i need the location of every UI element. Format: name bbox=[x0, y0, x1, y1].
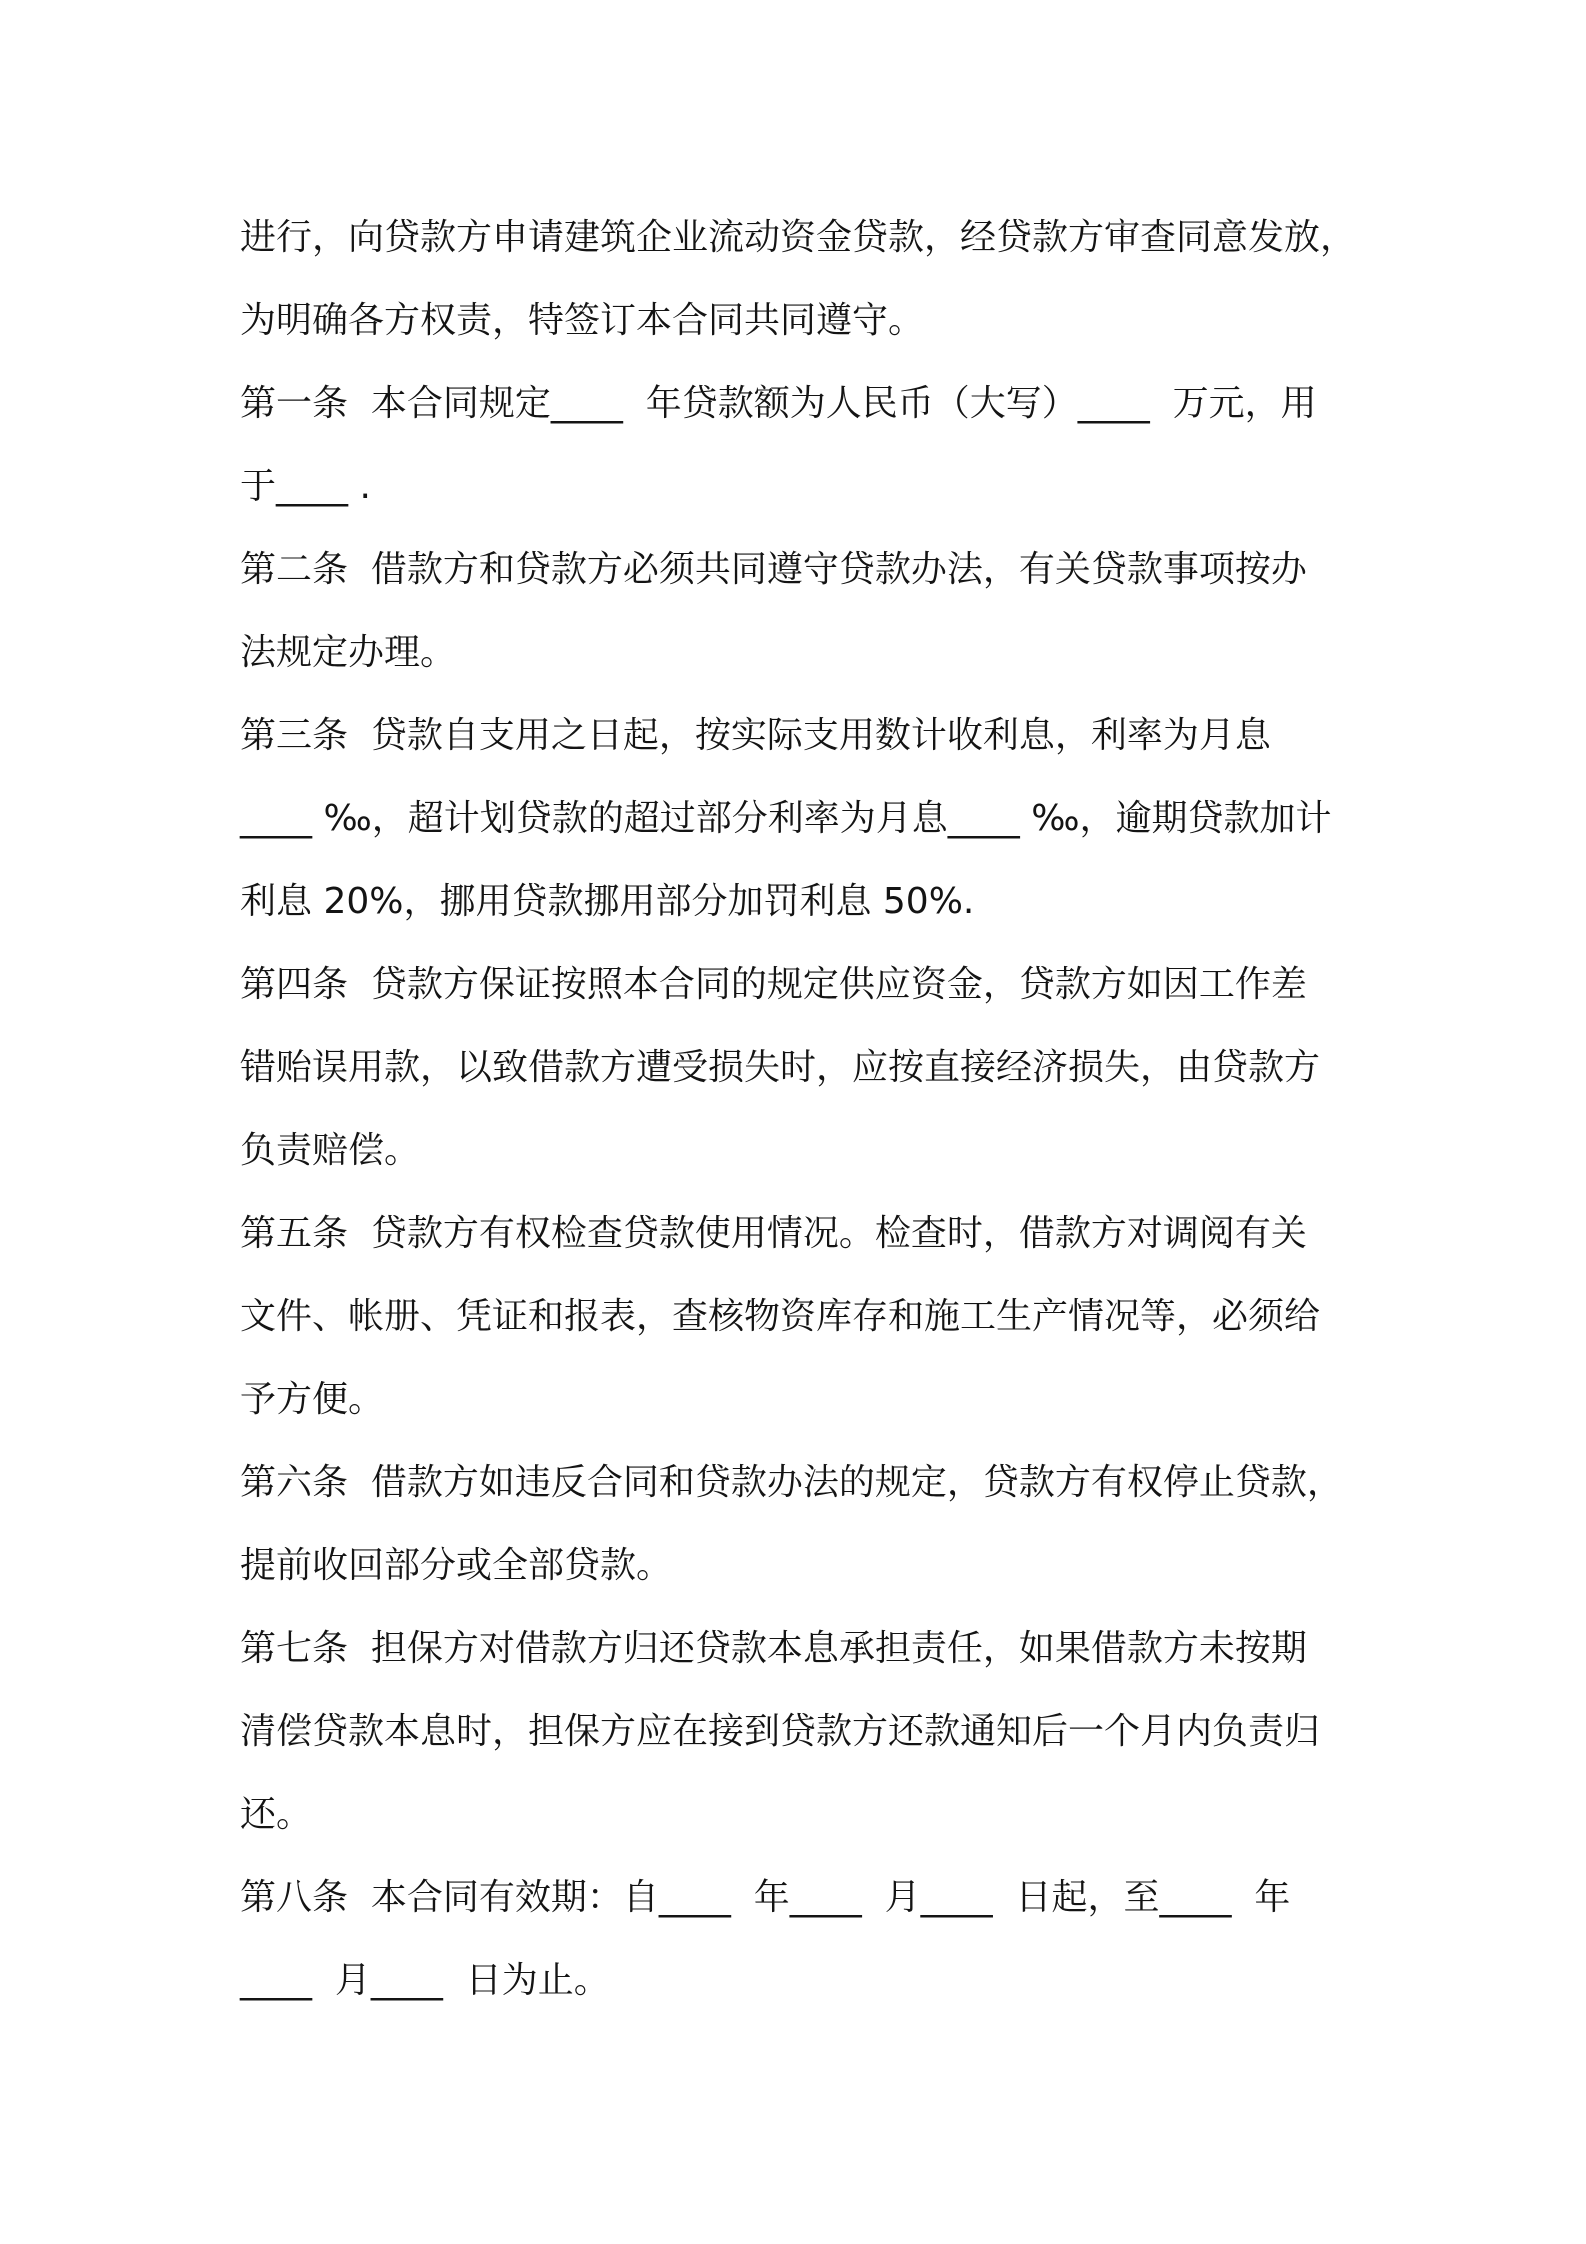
article-3-line-3: 利息 20%，挪用贷款挪用部分加罚利息 50%. bbox=[240, 881, 975, 922]
article-8-line-1: 第八条 本合同有效期：自____ 年____ 月____ 日起，至____ 年 bbox=[240, 1877, 1291, 1918]
article-4-line-2: 错贻误用款，以致借款方遭受损失时，应按直接经济损失，由贷款方 bbox=[240, 1047, 1321, 1088]
article-4-line-3: 负责赔偿。 bbox=[240, 1130, 421, 1171]
article-5-line-2: 文件、帐册、凭证和报表，查核物资库存和施工生产情况等，必须给 bbox=[240, 1296, 1321, 1337]
article-6-line-2: 提前收回部分或全部贷款。 bbox=[240, 1545, 673, 1586]
article-7-line-2: 清偿贷款本息时，担保方应在接到贷款方还款通知后一个月内负责归 bbox=[240, 1711, 1321, 1752]
article-7-line-1: 第七条 担保方对借款方归还贷款本息承担责任，如果借款方未按期 bbox=[240, 1628, 1307, 1669]
article-1-line-1: 第一条 本合同规定____ 年贷款额为人民币（大写）____ 万元，用 bbox=[240, 383, 1317, 424]
text-line-2: 为明确各方权责，特签订本合同共同遵守。 bbox=[240, 300, 925, 341]
article-6-line-1: 第六条 借款方如违反合同和贷款办法的规定，贷款方有权停止贷款， bbox=[240, 1462, 1343, 1503]
article-3-line-1: 第三条 贷款自支用之日起，按实际支用数计收利息，利率为月息 bbox=[240, 715, 1271, 756]
article-7-line-3: 还。 bbox=[240, 1794, 313, 1835]
contract-body bbox=[240, 196, 1360, 2022]
article-8-line-2: ____ 月____ 日为止。 bbox=[240, 1960, 610, 2001]
article-4-line-1: 第四条 贷款方保证按照本合同的规定供应资金，贷款方如因工作差 bbox=[240, 964, 1307, 1005]
article-3-line-2: ____ ‰，超计划贷款的超过部分利率为月息____ ‰，逾期贷款加计 bbox=[240, 798, 1332, 839]
article-5-line-1: 第五条 贷款方有权检查贷款使用情况。检查时，借款方对调阅有关 bbox=[240, 1213, 1307, 1254]
text-line-1: 进行，向贷款方申请建筑企业流动资金贷款，经贷款方审查同意发放， bbox=[240, 217, 1357, 258]
article-2-line-2: 法规定办理。 bbox=[240, 632, 457, 673]
article-2-line-1: 第二条 借款方和贷款方必须共同遵守贷款办法，有关贷款事项按办 bbox=[240, 549, 1307, 590]
article-5-line-3: 予方便。 bbox=[240, 1379, 385, 1420]
article-1-line-2: 于____ . bbox=[240, 466, 371, 507]
